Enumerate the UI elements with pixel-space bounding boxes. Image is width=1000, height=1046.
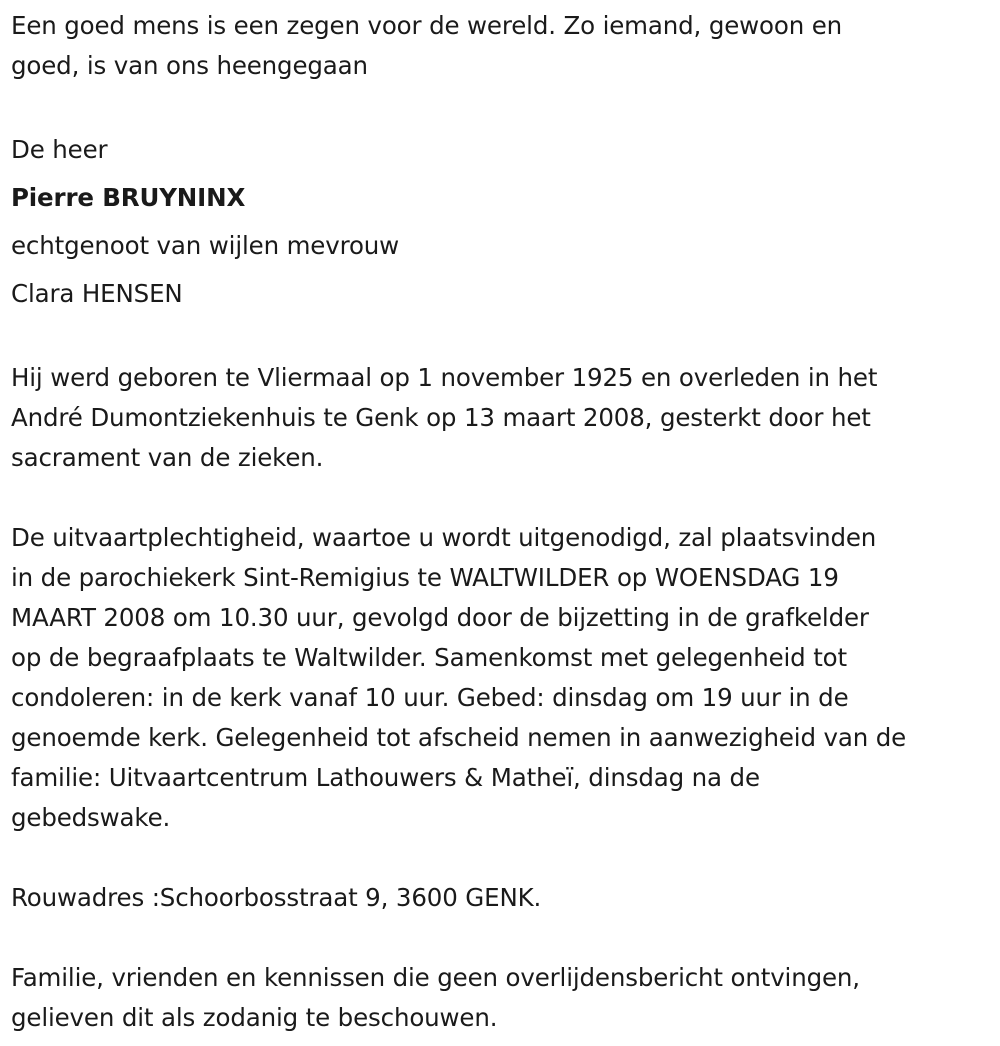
funeral-line: op de begraafplaats te Waltwilder. Samenkomst met gelegenheid tot — [11, 643, 847, 672]
funeral-line: condoleren: in de kerk vanaf 10 uur. Gebed: dinsdag om 19 uur in de — [11, 683, 849, 712]
salutation: De heer — [11, 135, 108, 164]
spouse-name: Clara HENSEN — [11, 279, 183, 308]
funeral-line: familie: Uitvaartcentrum Lathouwers & Matheï, dinsdag na de — [11, 763, 760, 792]
closing-line: Familie, vrienden en kennissen die geen overlijdensbericht ontvingen, — [11, 963, 860, 992]
mourning-address: Rouwadres :Schoorbosstraat 9, 3600 GENK. — [11, 883, 542, 912]
address-paragraph — [11, 878, 1000, 918]
birth-death-line: André Dumontziekenhuis te Genk op 13 maart 2008, gesterkt door het — [11, 403, 871, 432]
relation-text: echtgenoot van wijlen mevrouw — [11, 231, 400, 260]
paragraph-spacer — [11, 918, 1000, 958]
intro-line: goed, is van ons heengegaan — [11, 51, 368, 80]
closing-paragraph — [11, 958, 1000, 1038]
birth-death-paragraph — [11, 358, 1000, 478]
funeral-line: MAART 2008 om 10.30 uur, gevolgd door de bijzetting in de grafkelder — [11, 603, 869, 632]
closing-line: gelieven dit als zodanig te beschouwen. — [11, 1003, 498, 1032]
paragraph-spacer — [11, 478, 1000, 518]
birth-death-line: Hij werd geboren te Vliermaal op 1 november 1925 en overleden in het — [11, 363, 878, 392]
intro-paragraph — [11, 6, 1000, 86]
funeral-line: gebedswake. — [11, 803, 171, 832]
deceased-block — [11, 126, 1000, 318]
funeral-line: genoemde kerk. Gelegenheid tot afscheid nemen in aanwezigheid van de — [11, 723, 907, 752]
funeral-line: De uitvaartplechtigheid, waartoe u wordt uitgenodigd, zal plaatsvinden — [11, 523, 877, 552]
deceased-name: Pierre BRUYNINX — [11, 183, 246, 212]
paragraph-spacer — [11, 318, 1000, 358]
paragraph-spacer — [11, 86, 1000, 126]
paragraph-spacer — [11, 838, 1000, 878]
birth-death-line: sacrament van de zieken. — [11, 443, 324, 472]
intro-line: Een goed mens is een zegen voor de wereld. Zo iemand, gewoon en — [11, 11, 843, 40]
funeral-line: in de parochiekerk Sint-Remigius te WALTWILDER op WOENSDAG 19 — [11, 563, 839, 592]
funeral-paragraph — [11, 518, 1000, 838]
